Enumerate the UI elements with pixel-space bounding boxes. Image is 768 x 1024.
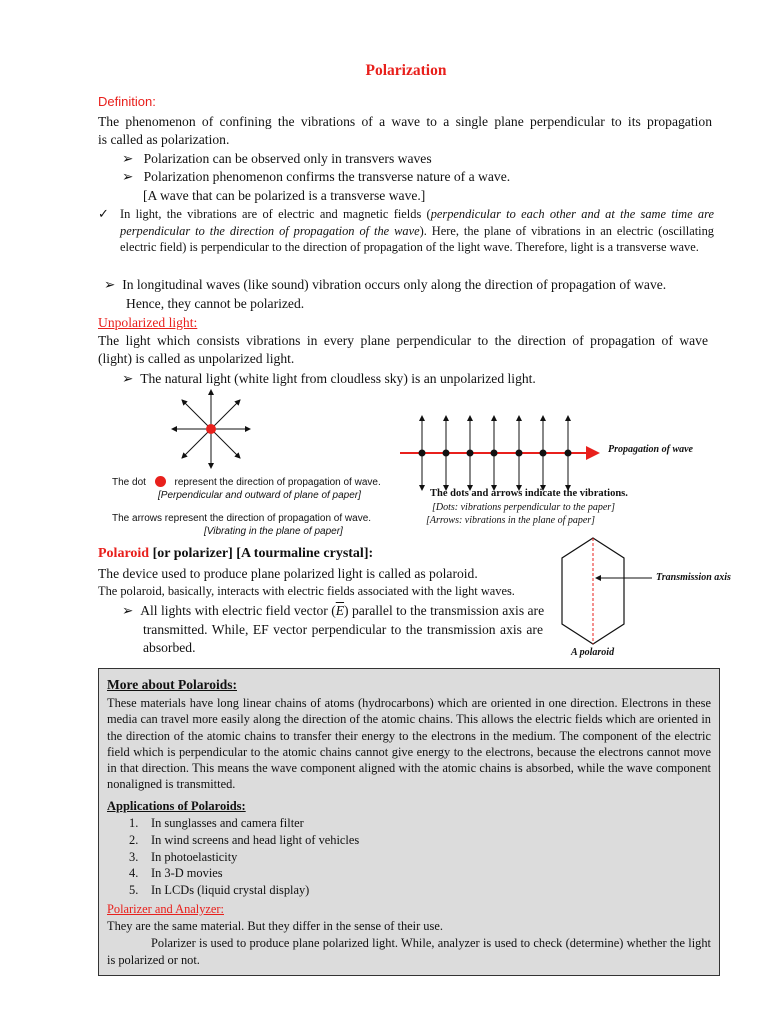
arrow-bullet-icon: ➢ [122, 603, 134, 618]
polarizer-analyzer-line2: Polarizer is used to produce plane polarized light. While, analyzer is used to check (determine) whether the light is polarized or not. [107, 936, 711, 967]
polarizer-analyzer-heading: Polarizer and Analyzer: [107, 902, 224, 916]
list-item [129, 815, 359, 832]
transmission-axis-label: Transmission axis [656, 572, 731, 583]
polaroid-heading-rest: [or polarizer] [A tourmaline crystal]: [149, 546, 374, 561]
longitudinal-line2: Hence, they cannot be polarized. [126, 296, 305, 311]
check-icon: ✓ [98, 206, 109, 221]
list-text: In 3-D movies [151, 866, 223, 881]
arrow-caption: The arrows represent the direction of propagation of wave. [112, 513, 372, 524]
polaroid-line1: The device used to produce plane polarized light is called as polaroid. [98, 566, 478, 581]
light-transverse-paragraph [120, 206, 714, 256]
list-text: In LCDs (liquid crystal display) [151, 883, 310, 898]
definition-note: [A wave that can be polarized is a transverse wave.] [143, 188, 426, 203]
polaroid-bullet-line2: transmitted. While, EF vector perpendicular to the transmission axis are [143, 622, 543, 637]
unpolarized-star-diagram [168, 386, 254, 472]
polaroid-bullet [122, 602, 544, 620]
polaroid-bullet-text-b: ) parallel to the transmission axis are [344, 603, 545, 618]
bullet-text: Polarization can be observed only in transvers waves [143, 151, 432, 166]
wave-caption-sub1: [Dots: vibrations perpendicular to the paper] [432, 502, 616, 513]
arrow-bullet-icon: ➢ [122, 169, 134, 184]
polaroid-caption: A polaroid [571, 647, 615, 658]
longitudinal-text: In longitudinal waves (like sound) vibration occurs only along the direction of propagation of wave. [122, 277, 667, 292]
vector-e-symbol: $\overline{E}$ [335, 603, 345, 618]
unpolarized-heading: Unpolarized light: [98, 315, 198, 330]
list-text: In photoelasticity [151, 849, 238, 864]
polarizer-analyzer-line1: They are the same material. But they differ in the sense of their use. [107, 919, 443, 933]
list-text: In wind screens and head light of vehicles [151, 832, 360, 847]
unpolarized-text-line1: The light which consists vibrations in every plane perpendicular to the direction of propagation of wave [98, 333, 708, 348]
dot-caption-suffix: represent the direction of propagation of wave. [174, 477, 381, 488]
longitudinal-bullet [104, 276, 666, 294]
more-about-polaroids-box [98, 668, 720, 976]
bullet-text: The natural light (white light from cloudless sky) is an unpolarized light. [140, 371, 536, 386]
dot-caption-prefix: The dot [112, 477, 146, 488]
list-item [129, 882, 359, 899]
more-box-heading: More about Polaroids: [107, 677, 237, 692]
definition-text-line2: is called as polarization. [98, 132, 230, 147]
list-item [129, 865, 359, 882]
arrow-bullet-icon: ➢ [104, 277, 116, 292]
dot-caption-sub: [Perpendicular and outward of plane of paper] [158, 490, 361, 501]
list-num: 2. [129, 832, 139, 847]
light-para-italic: perpendicular to each other and at the same time are perpendicular to the direction of propagation of the wave [120, 207, 714, 238]
applications-heading: Applications of Polaroids: [107, 799, 246, 813]
arrow-bullet-icon: ➢ [122, 151, 134, 166]
polaroid-bullet-text-a: All lights with electric field vector ( [140, 603, 336, 618]
list-item [129, 849, 359, 866]
arrow-bullet-icon: ➢ [122, 371, 134, 386]
list-item [129, 832, 359, 849]
propagation-dot [206, 424, 216, 434]
arrow-caption-sub: [Vibrating in the plane of paper] [204, 526, 343, 537]
dot-caption [112, 476, 381, 488]
unpolarized-text-line2: (light) is called as unpolarized light. [98, 351, 295, 366]
definition-bullet [122, 168, 510, 186]
polaroid-line2: The polaroid, basically, interacts with electric fields associated with the light waves. [98, 584, 515, 598]
page-title: Polarization [365, 62, 447, 79]
wave-propagation-diagram [398, 410, 602, 496]
propagation-label: Propagation of wave [608, 444, 693, 455]
list-text: In sunglasses and camera filter [151, 816, 304, 830]
list-num: 4. [129, 866, 139, 881]
definition-heading: Definition: [98, 94, 156, 109]
polaroid-bullet-line3: absorbed. [143, 640, 196, 655]
wave-caption-sub2: [Arrows: vibrations in the plane of paper] [426, 515, 596, 526]
light-para-text: In light, the vibrations are of electric and magnetic fields ( [120, 207, 431, 221]
polaroid-heading-red: Polaroid [98, 546, 150, 561]
light-para-text2: ). Here, the plane of vibrations in an electric (oscillating electric field) is perpendicular to the direction of propagation of the light wave. Therefore, light is a transverse wave. [120, 223, 715, 255]
bullet-text: Polarization phenomenon confirms the transverse nature of a wave. [143, 169, 511, 184]
polaroid-diagram [556, 536, 708, 646]
wave-caption: The dots and arrows indicate the vibrations. [430, 488, 628, 499]
applications-list [129, 815, 359, 899]
unpolarized-bullet [122, 370, 536, 388]
definition-bullet [122, 150, 432, 168]
definition-text-line1: The phenomenon of confining the vibrations of a wave to a single plane perpendicular to its propagation [98, 114, 712, 129]
polaroid-heading [98, 546, 373, 562]
more-box-paragraph: These materials have long linear chains of atoms (hydrocarbons) which are oriented in one direction. Electrons in these media can travel more easily along the direction of the atomic chains. This allows the electric fields which are oriented in the direction of the atomic chains to transfer their energy to the electrons in the medium. The component of the electric field which is perpendicular to the atomic chains cannot give energy to the electrons, because the electrons cannot move in that direction. This means the wave component aligned with the atomic chains is absorbed, while the wave component nonaligned is transmitted. [107, 696, 711, 792]
red-dot-icon [155, 476, 166, 487]
list-num: 5. [129, 883, 139, 898]
list-num: 1. [129, 816, 139, 830]
list-num: 3. [129, 849, 139, 864]
